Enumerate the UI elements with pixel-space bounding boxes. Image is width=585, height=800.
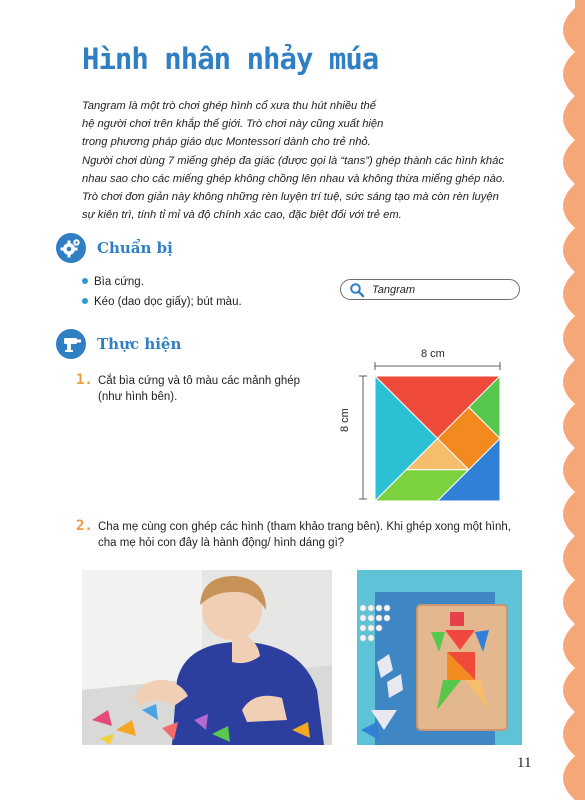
step-number: 1. [76,372,93,388]
tangram-diagram [346,356,506,506]
step-text-line: cha mẹ hỏi con đây là hành động/ hình dáng gì? [98,537,345,549]
height-label: 8 cm [339,408,351,432]
intro-line: trong phương pháp giáo dục Montessori dành cho trẻ nhỏ. [82,136,371,149]
list-item [82,276,144,288]
intro-line: Trò chơi đơn giản này không những rèn luyện trí tuệ, sức sáng tạo mà còn rèn luyện [82,191,499,204]
step-number: 2. [76,518,93,534]
page-number: 11 [517,755,532,771]
intro-line: hệ người chơi trên khắp thế giới. Trò chơi này cũng xuất hiện [82,118,384,131]
photo-tangram-board [357,570,522,745]
search-icon [349,282,365,298]
drill-icon [56,329,86,359]
bullet-dot [82,278,88,284]
photo-child-playing [82,570,332,745]
search-box[interactable] [340,279,520,300]
scalloped-edge-decoration [545,0,585,800]
section-heading-prepare: Chuẩn bị [97,239,173,257]
section-heading-steps: Thực hiện [97,335,182,353]
width-label: 8 cm [421,348,445,360]
list-item-text: Kéo (dao dọc giấy); bút màu. [94,296,242,308]
intro-line: Người chơi dùng 7 miếng ghép đa giác (được gọi là “tans”) ghép thành các hình khác [82,154,504,167]
step-text-line: (như hình bên). [98,391,178,403]
intro-line: nhau sao cho các miếng ghép không chồng lên nhau và không thừa miếng ghép nào. [82,172,506,185]
list-item [82,296,242,308]
gears-icon [56,233,86,263]
list-item-text: Bìa cứng. [94,276,144,288]
page-title: Hình nhân nhảy múa [82,42,379,76]
step-text [98,519,511,551]
step-text [98,373,300,405]
search-text: Tangram [372,284,416,296]
step-text-line: Cắt bìa cứng và tô màu các mảnh ghép [98,375,301,387]
intro-line: Tangram là một trò chơi ghép hình cổ xưa thu hút nhiều thế [82,100,376,112]
intro-paragraph [82,97,542,224]
step-text-line: Cha mẹ cùng con ghép các hình (tham khảo trang bên). Khi ghép xong một hình, [98,521,511,533]
intro-line: sự kiên trì, tính tỉ mỉ và độ chính xác cao, đặc biệt đối với trẻ em. [82,209,402,222]
bullet-dot [82,298,88,304]
